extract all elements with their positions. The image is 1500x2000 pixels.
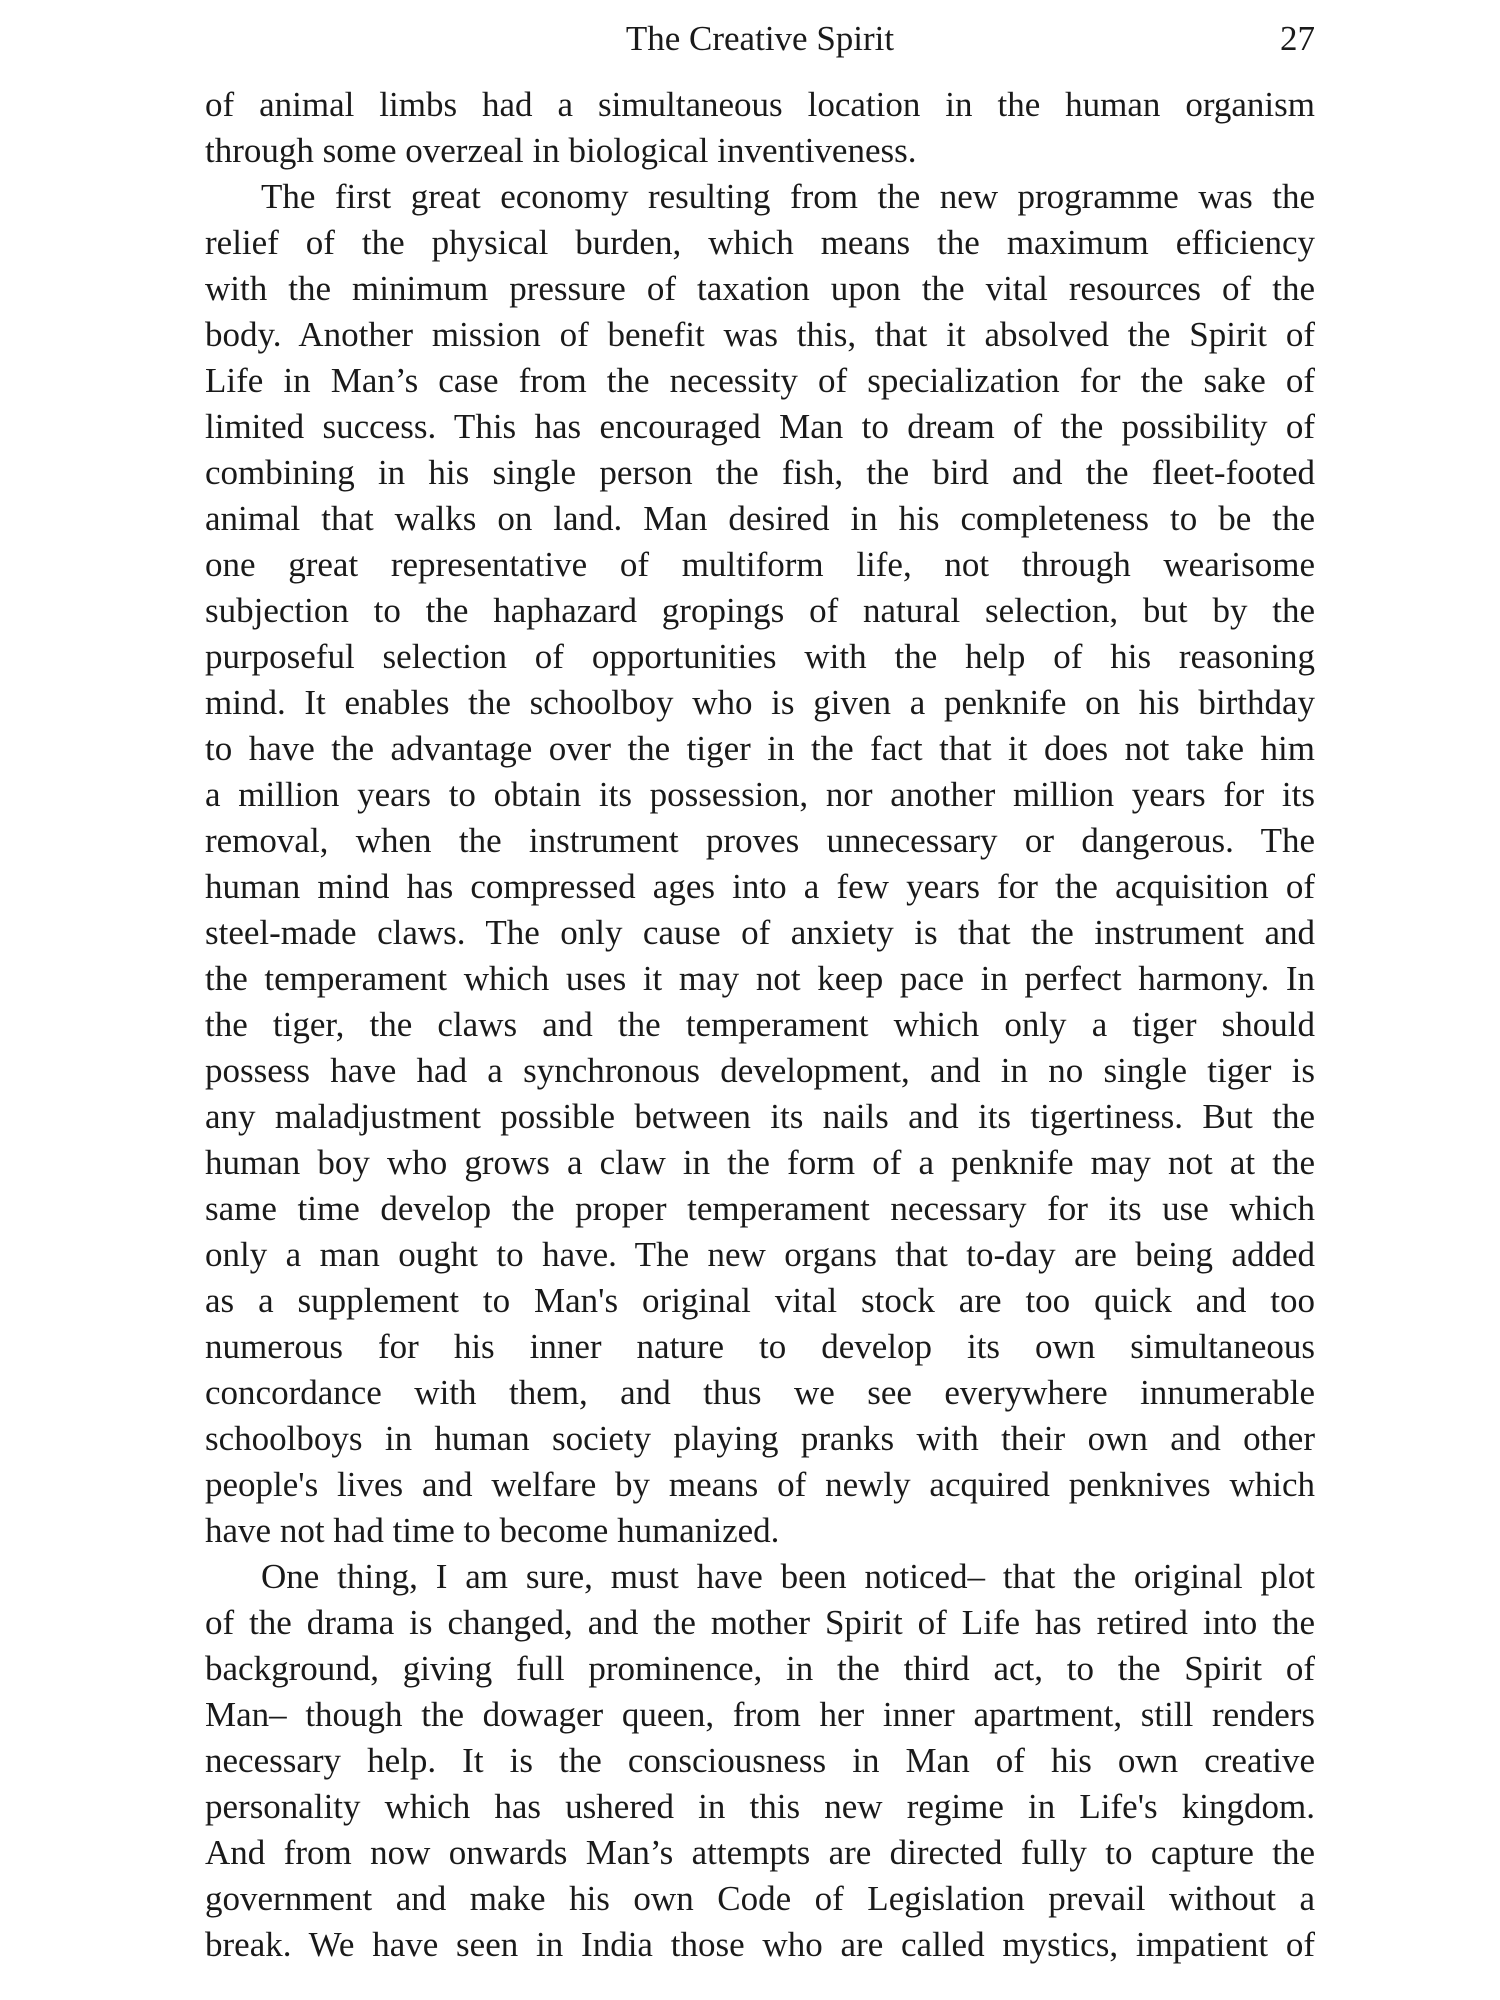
text-line: Man– though the dowager queen, from her inner apartment, still renders <box>205 1695 1315 1734</box>
body-text <box>205 82 1315 1968</box>
text-line: the temperament which uses it may not keep pace in perfect harmony. In <box>205 959 1315 998</box>
text-line: of the drama is changed, and the mother Spirit of Life has retired into the <box>205 1603 1315 1642</box>
text-line: relief of the physical burden, which means the maximum efficiency <box>205 223 1315 262</box>
text-line: of animal limbs had a simultaneous location in the human organism <box>205 85 1315 124</box>
text-line: any maladjustment possible between its nails and its tigertiness. But the <box>205 1097 1315 1136</box>
text-line: a million years to obtain its possession, nor another million years for its <box>205 775 1315 814</box>
text-line: the tiger, the claws and the temperament which only a tiger should <box>205 1005 1315 1044</box>
text-line: background, giving full prominence, in the third act, to the Spirit of <box>205 1649 1315 1688</box>
text-line: human mind has compressed ages into a few years for the acquisition of <box>205 867 1315 906</box>
text-line: The first great economy resulting from the new programme was the <box>261 177 1315 216</box>
text-line: government and make his own Code of Legislation prevail without a <box>205 1879 1315 1918</box>
text-line: break. We have seen in India those who are called mystics, impatient of <box>205 1925 1315 1964</box>
text-line: through some overzeal in biological inventiveness. <box>205 131 917 170</box>
text-line: have not had time to become humanized. <box>205 1511 780 1550</box>
text-line: limited success. This has encouraged Man to dream of the possibility of <box>205 407 1315 446</box>
text-line: mind. It enables the schoolboy who is given a penknife on his birthday <box>205 683 1315 722</box>
text-line: schoolboys in human society playing pranks with their own and other <box>205 1419 1315 1458</box>
text-line: numerous for his inner nature to develop its own simultaneous <box>205 1327 1315 1366</box>
text-line: same time develop the proper temperament necessary for its use which <box>205 1189 1315 1228</box>
text-line: with the minimum pressure of taxation upon the vital resources of the <box>205 269 1315 308</box>
text-line: concordance with them, and thus we see everywhere innumerable <box>205 1373 1315 1412</box>
text-line: as a supplement to Man's original vital stock are too quick and too <box>205 1281 1315 1320</box>
text-line: human boy who grows a claw in the form of a penknife may not at the <box>205 1143 1315 1182</box>
text-line: steel-made claws. The only cause of anxiety is that the instrument and <box>205 913 1315 952</box>
running-head <box>205 14 1315 64</box>
text-line: combining in his single person the fish, the bird and the fleet-footed <box>205 453 1315 492</box>
text-line: one great representative of multiform life, not through wearisome <box>205 545 1315 584</box>
text-line: purposeful selection of opportunities with the help of his reasoning <box>205 637 1315 676</box>
text-line: animal that walks on land. Man desired in his completeness to be the <box>205 499 1315 538</box>
text-line: One thing, I am sure, must have been noticed– that the original plot <box>261 1557 1315 1596</box>
text-line: personality which has ushered in this new regime in Life's kingdom. <box>205 1787 1315 1826</box>
text-line: subjection to the haphazard gropings of natural selection, but by the <box>205 591 1315 630</box>
text-line: body. Another mission of benefit was this, that it absolved the Spirit of <box>205 315 1315 354</box>
text-line: to have the advantage over the tiger in the fact that it does not take him <box>205 729 1315 768</box>
page-number: 27 <box>1280 19 1315 58</box>
text-line: only a man ought to have. The new organs that to-day are being added <box>205 1235 1315 1274</box>
text-line: possess have had a synchronous development, and in no single tiger is <box>205 1051 1315 1090</box>
running-title: The Creative Spirit <box>625 19 895 58</box>
text-line: people's lives and welfare by means of newly acquired penknives which <box>205 1465 1315 1504</box>
text-line: Life in Man’s case from the necessity of specialization for the sake of <box>205 361 1315 400</box>
text-line: necessary help. It is the consciousness in Man of his own creative <box>205 1741 1315 1780</box>
text-line: And from now onwards Man’s attempts are directed fully to capture the <box>205 1833 1315 1872</box>
text-line: removal, when the instrument proves unnecessary or dangerous. The <box>205 821 1315 860</box>
